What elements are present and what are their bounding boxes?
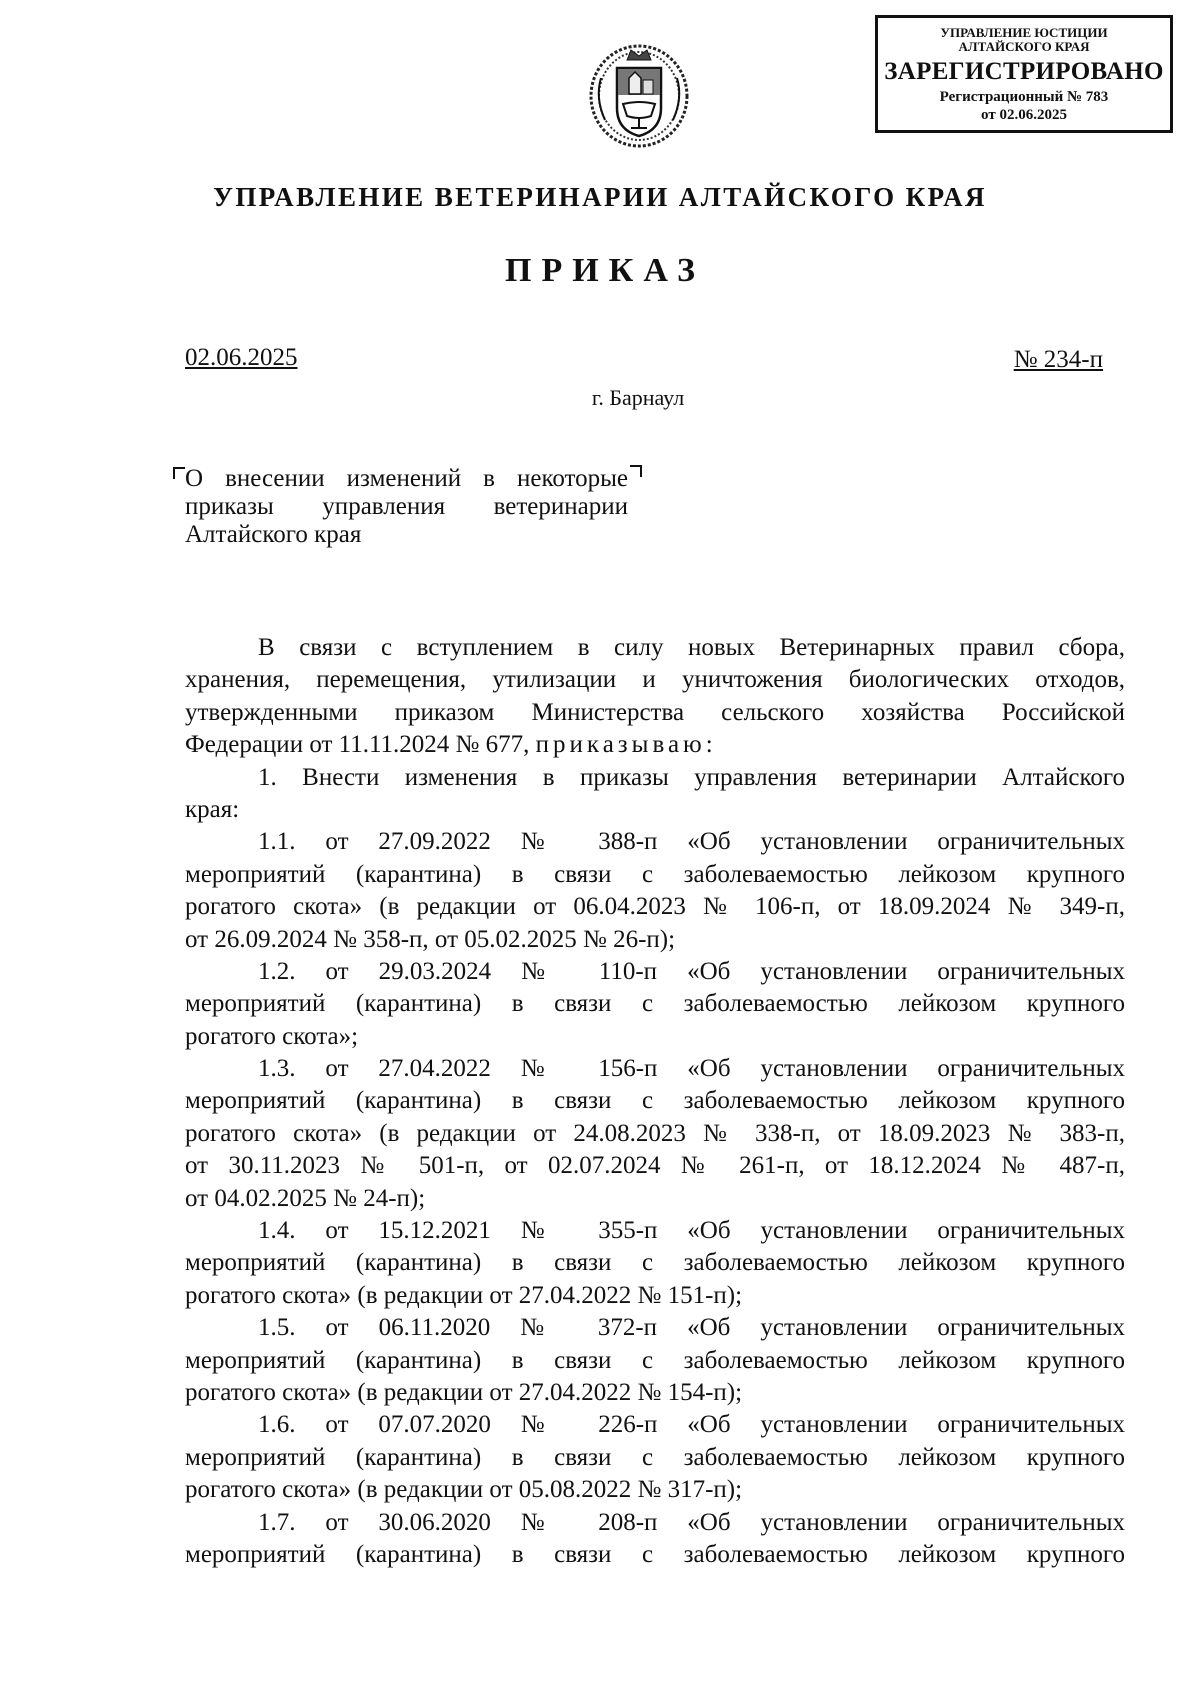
- body-line: рогатого скота» (в редакции от 06.04.2023 № 106-п, от 18.09.2024 № 349-п,: [185, 893, 1125, 921]
- body-line: мероприятий (карантина) в связи с заболеваемостью лейкозом крупного: [185, 1346, 1125, 1374]
- subject-corner-left: [173, 467, 185, 479]
- body-line: 1. Внести изменения в приказы управления ветеринарии Алтайского: [258, 763, 1125, 791]
- body-line: мероприятий (карантина) в связи с заболеваемостью лейкозом крупного: [185, 860, 1125, 888]
- subject-line: Алтайского края: [185, 521, 362, 548]
- stamp-reg-number: Регистрационный № 783: [939, 89, 1109, 105]
- subject-line: О внесении изменений в некоторые: [185, 465, 628, 492]
- subject-line: приказы управления ветеринарии: [185, 493, 628, 520]
- order-date: 02.06.2025: [185, 344, 298, 371]
- body-line: от 30.11.2023 № 501-п, от 02.07.2024 № 261-п, от 18.12.2024 № 487-п,: [185, 1152, 1125, 1180]
- department-name: УПРАВЛЕНИЕ ВЕТЕРИНАРИИ АЛТАЙСКОГО КРАЯ: [213, 182, 987, 212]
- body-line: В связи с вступлением в силу новых Ветеринарных правил сбора,: [258, 634, 1125, 661]
- body-text: Федерации от 11.11.2024 № 677,: [185, 731, 536, 759]
- order-number: № 234-п: [1013, 346, 1103, 373]
- body-line: рогатого скота» (в редакции от 05.08.2022 № 317-п);: [185, 1476, 743, 1504]
- coat-of-arms-emblem: [583, 38, 695, 150]
- body-line: 1.1. от 27.09.2022 № 388-п «Об установлении ограничительных: [258, 828, 1125, 856]
- body-line: 1.2. от 29.03.2024 № 110-п «Об установлении ограничительных: [258, 957, 1125, 985]
- order-subject: [185, 465, 628, 549]
- order-keyword: приказываю:: [535, 731, 717, 759]
- body-line: 1.3. от 27.04.2022 № 156-п «Об установлении ограничительных: [258, 1055, 1125, 1083]
- body-line: рогатого скота»;: [185, 1022, 359, 1050]
- body-line: от 26.09.2024 № 358-п, от 05.02.2025 № 26-п);: [185, 925, 676, 953]
- stamp-org: [878, 26, 1170, 54]
- document-type-title: ПРИКАЗ: [505, 252, 705, 289]
- stamp-reg-date: от 02.06.2025: [981, 107, 1067, 123]
- body-line: рогатого скота» (в редакции от 27.04.2022 № 151-п);: [185, 1281, 743, 1309]
- body-line: рогатого скота» (в редакции от 24.08.2023 № 338-п, от 18.09.2023 № 383-п,: [185, 1119, 1125, 1147]
- body-line: 1.4. от 15.12.2021 № 355-п «Об установлении ограничительных: [258, 1217, 1125, 1245]
- body-line: мероприятий (карантина) в связи с заболеваемостью лейкозом крупного: [185, 1540, 1125, 1568]
- order-body: [185, 632, 1125, 1571]
- body-line: от 04.02.2025 № 24-п);: [185, 1184, 426, 1212]
- body-line: хранения, перемещения, утилизации и уничтожения биологических отходов,: [185, 666, 1125, 694]
- body-line: мероприятий (карантина) в связи с заболеваемостью лейкозом крупного: [185, 1087, 1125, 1115]
- body-line: края:: [185, 795, 240, 823]
- registration-stamp: [875, 15, 1173, 133]
- body-line: утвержденными приказом Министерства сельского хозяйства Российской: [185, 698, 1125, 726]
- city: г. Барнаул: [591, 385, 685, 410]
- body-line: мероприятий (карантина) в связи с заболеваемостью лейкозом крупного: [185, 1249, 1125, 1277]
- body-line: 1.5. от 06.11.2020 № 372-п «Об установлении ограничительных: [258, 1314, 1125, 1342]
- subject-corner-right: [630, 465, 642, 477]
- body-line: мероприятий (карантина) в связи с заболеваемостью лейкозом крупного: [185, 1443, 1125, 1471]
- body-line: 1.7. от 30.06.2020 № 208-п «Об установлении ограничительных: [258, 1508, 1125, 1536]
- stamp-status: ЗАРЕГИСТРИРОВАНО: [884, 58, 1164, 85]
- body-line: мероприятий (карантина) в связи с заболеваемостью лейкозом крупного: [185, 990, 1125, 1018]
- stamp-org-line2: АЛТАЙСКОГО КРАЯ: [958, 39, 1090, 54]
- stamp-org-line1: УПРАВЛЕНИЕ ЮСТИЦИИ: [940, 25, 1108, 40]
- body-line: рогатого скота» (в редакции от 27.04.2022 № 154-п);: [185, 1378, 743, 1406]
- body-line: 1.6. от 07.07.2020 № 226-п «Об установлении ограничительных: [258, 1411, 1125, 1439]
- body-line: [185, 729, 1125, 761]
